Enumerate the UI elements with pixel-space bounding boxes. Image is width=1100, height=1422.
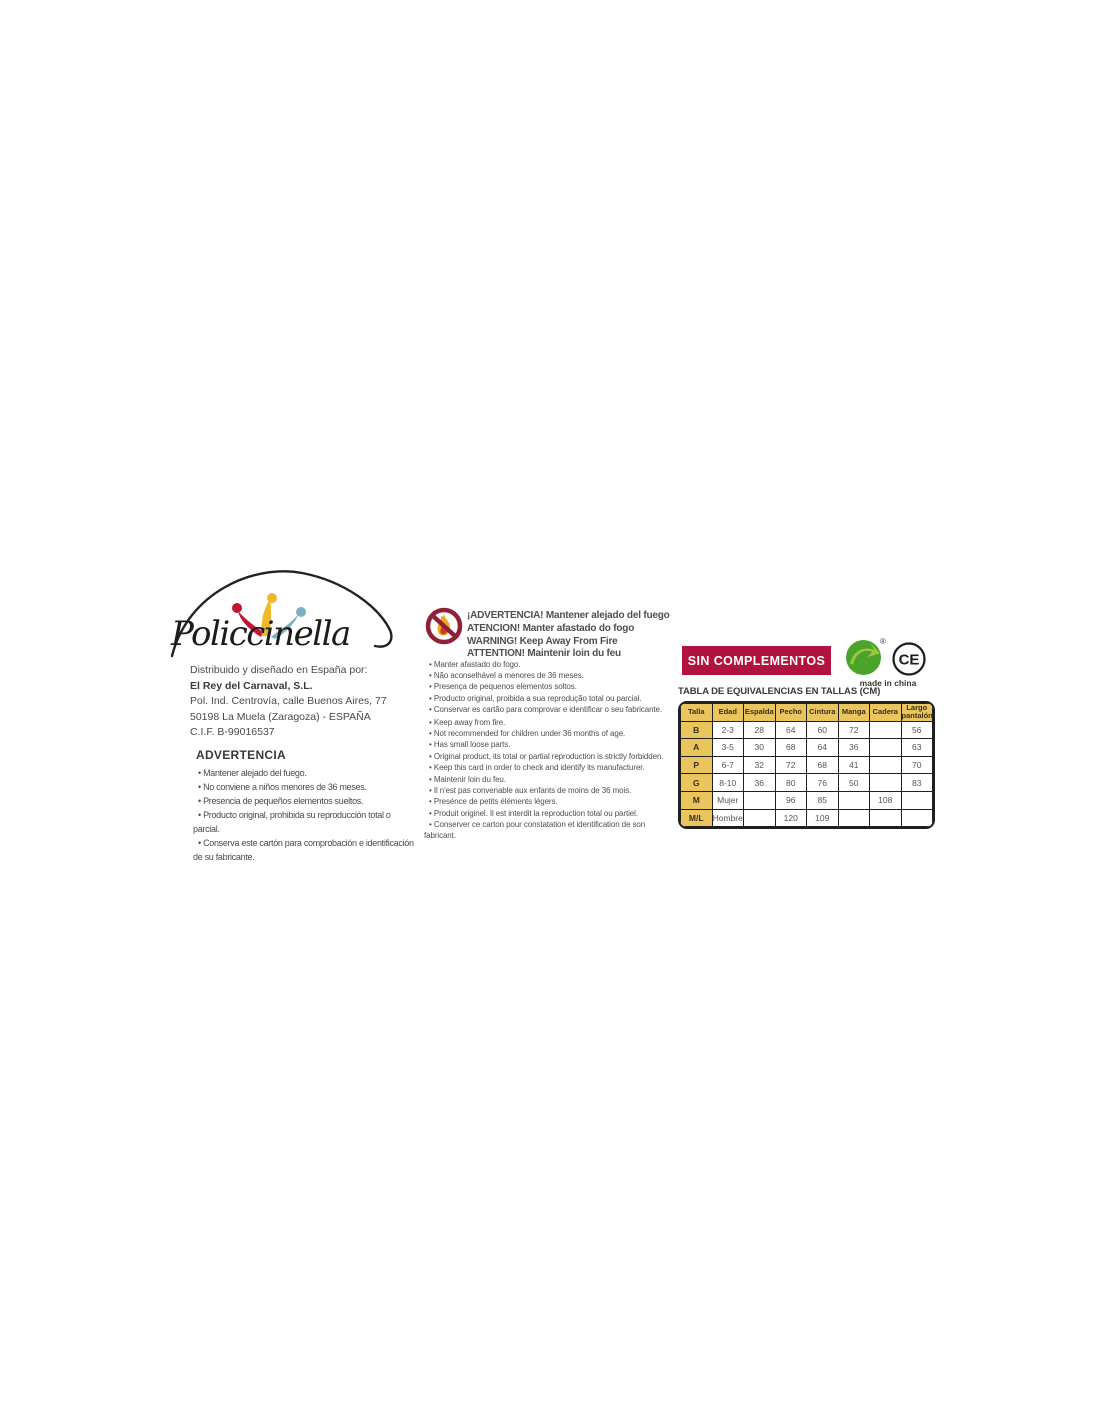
- bullet-item: • Conservar es cartão para comprovar e identificar o seu fabricante.: [424, 704, 674, 715]
- size-cell: Hombre: [712, 809, 744, 827]
- bullet-item: • Not recommended for children under 36 months of age.: [424, 728, 674, 739]
- bullet-item: • No conviene a niños menores de 36 meses.: [193, 780, 418, 794]
- size-cell: 8-10: [712, 774, 744, 792]
- size-cell: [870, 756, 902, 774]
- size-cell: 30: [744, 739, 776, 757]
- column-header: Talla: [681, 704, 713, 722]
- column-header: Largo pantalón: [901, 703, 933, 721]
- size-row-header: B: [681, 721, 713, 739]
- size-row-header: G: [681, 774, 713, 792]
- size-cell: 2-3: [712, 721, 744, 739]
- bullet-item: • Presencia de pequeños elementos sueltos.: [193, 794, 418, 808]
- size-cell: 32: [744, 756, 776, 774]
- size-cell: [901, 809, 933, 827]
- table-row: [681, 739, 933, 757]
- size-cell: 72: [775, 756, 807, 774]
- distributor-address-2: 50198 La Muela (Zaragoza) - ESPAÑA: [190, 710, 371, 723]
- size-cell: 64: [807, 739, 839, 757]
- size-cell: [870, 809, 902, 827]
- size-cell: 83: [901, 774, 933, 792]
- size-cell: 120: [775, 809, 807, 827]
- size-cell: [901, 791, 933, 809]
- warning-list-es: [193, 766, 418, 864]
- sin-complementos-badge: SIN COMPLEMENTOS: [682, 646, 831, 675]
- column-header: Espalda: [744, 704, 776, 722]
- size-cell: 80: [775, 774, 807, 792]
- size-cell: 70: [901, 756, 933, 774]
- bullet-item: • Produit originel. Il est interdit la reproduction total ou partiel.: [424, 808, 662, 819]
- fire-warning-lines: [467, 610, 677, 661]
- size-cell: [744, 809, 776, 827]
- brand-logo-text: Policcinella: [171, 614, 350, 654]
- column-header: Cintura: [807, 704, 839, 722]
- ce-letters: CE: [898, 651, 920, 669]
- size-cell: 28: [744, 721, 776, 739]
- bullet-item: • Não aconselhável a menores de 36 meses.: [424, 670, 674, 681]
- size-cell: 56: [901, 721, 933, 739]
- size-cell: 41: [838, 756, 870, 774]
- size-cell: Mujer: [712, 791, 744, 809]
- table-row: [681, 809, 933, 827]
- size-cell: 68: [807, 756, 839, 774]
- bullet-item: • Keep this card in order to check and identify its manufacturer.: [424, 762, 674, 773]
- size-cell: 85: [807, 791, 839, 809]
- bullet-item: • Original product, its total or partial reproduction is strictly forbidden.: [424, 751, 674, 762]
- bullet-item: • Maintenir loin du feu.: [424, 774, 662, 785]
- table-row: [681, 791, 933, 809]
- bullet-item: • Mantener alejado del fuego.: [193, 766, 418, 780]
- green-dot-recycle-icon: [846, 640, 881, 675]
- distributor-name: El Rey del Carnaval, S.L.: [190, 679, 313, 692]
- size-cell: 109: [807, 809, 839, 827]
- size-equivalence-table: [678, 701, 935, 829]
- size-cell: [870, 739, 902, 757]
- bullet-item: • Il n'est pas convenable aux enfants de moins de 36 mois.: [424, 785, 662, 796]
- fire-warning-line-es: ¡ADVERTENCIA! Mantener alejado del fuego: [467, 610, 670, 621]
- size-cell: [870, 721, 902, 739]
- size-cell: [744, 791, 776, 809]
- fire-warning-line-fr: ATTENTION! Maintenir loin du feu: [467, 648, 621, 660]
- size-cell: 3-5: [712, 739, 744, 757]
- bullet-item: • Keep away from fire.: [424, 717, 674, 728]
- column-header: Pecho: [775, 704, 807, 722]
- bullet-item: • Producto original, prohibida su reproducción total o parcial.: [193, 808, 418, 836]
- size-cell: [838, 809, 870, 827]
- table-row: [681, 721, 933, 739]
- size-row-header: A: [681, 739, 713, 757]
- column-header: Edad: [712, 704, 744, 722]
- registered-trademark-symbol: ®: [880, 637, 886, 646]
- distributor-cif: C.I.F. B-99016537: [190, 726, 275, 739]
- bullet-item: • Conserver ce carton pour constatation et identification de son fabricant.: [424, 819, 662, 841]
- size-row-header: M/L: [681, 809, 713, 827]
- column-header: Manga: [838, 704, 870, 722]
- ce-mark-icon: [892, 642, 926, 676]
- size-cell: 50: [838, 774, 870, 792]
- size-table-title: TABLA DE EQUIVALENCIAS EN TALLAS (CM): [678, 686, 881, 697]
- size-cell: 68: [775, 739, 807, 757]
- table-row: [681, 756, 933, 774]
- warning-list-fr: [424, 774, 662, 841]
- bullet-item: • Presença de pequenos elementos soltos.: [424, 681, 674, 692]
- bullet-item: • Producto original, proibida a sua reprodução total ou parcial.: [424, 693, 674, 704]
- table-row: [681, 774, 933, 792]
- size-cell: 108: [870, 791, 902, 809]
- distributor-intro: Distribuido y diseñado en España por:: [190, 664, 368, 676]
- fire-warning-line-en: WARNING! Keep Away From Fire: [467, 635, 618, 647]
- size-cell: [838, 791, 870, 809]
- bullet-item: • Conserva este cartón para comprobación e identificación de su fabricante.: [193, 836, 418, 864]
- size-row-header: M: [681, 791, 713, 809]
- size-cell: 36: [838, 739, 870, 757]
- size-cell: 36: [744, 774, 776, 792]
- size-cell: 72: [838, 721, 870, 739]
- size-cell: [870, 774, 902, 792]
- size-cell: 76: [807, 774, 839, 792]
- size-cell: 6-7: [712, 756, 744, 774]
- distributor-block: [190, 663, 430, 741]
- fire-warning-line-pt: ATENCION! Manter afastado do fogo: [467, 622, 635, 634]
- bullet-item: • Presénce de petits éléments légers.: [424, 796, 662, 807]
- size-row-header: P: [681, 756, 713, 774]
- bullet-item: • Manter afastado do fogo.: [424, 659, 674, 670]
- warning-list-pt: [424, 659, 674, 715]
- size-cell: 60: [807, 721, 839, 739]
- distributor-address-1: Pol. Ind. Centrovía, calle Buenos Aires, 77: [190, 695, 387, 708]
- size-cell: 64: [775, 721, 807, 739]
- column-header: Cadera: [870, 704, 902, 722]
- no-fire-icon: [424, 606, 464, 646]
- size-cell: 63: [901, 739, 933, 757]
- warning-list-en: [424, 717, 674, 773]
- advertencia-title: ADVERTENCIA: [196, 748, 286, 762]
- bullet-item: • Has small loose parts.: [424, 739, 674, 750]
- size-cell: 96: [775, 791, 807, 809]
- made-in-label: made in china: [859, 678, 917, 688]
